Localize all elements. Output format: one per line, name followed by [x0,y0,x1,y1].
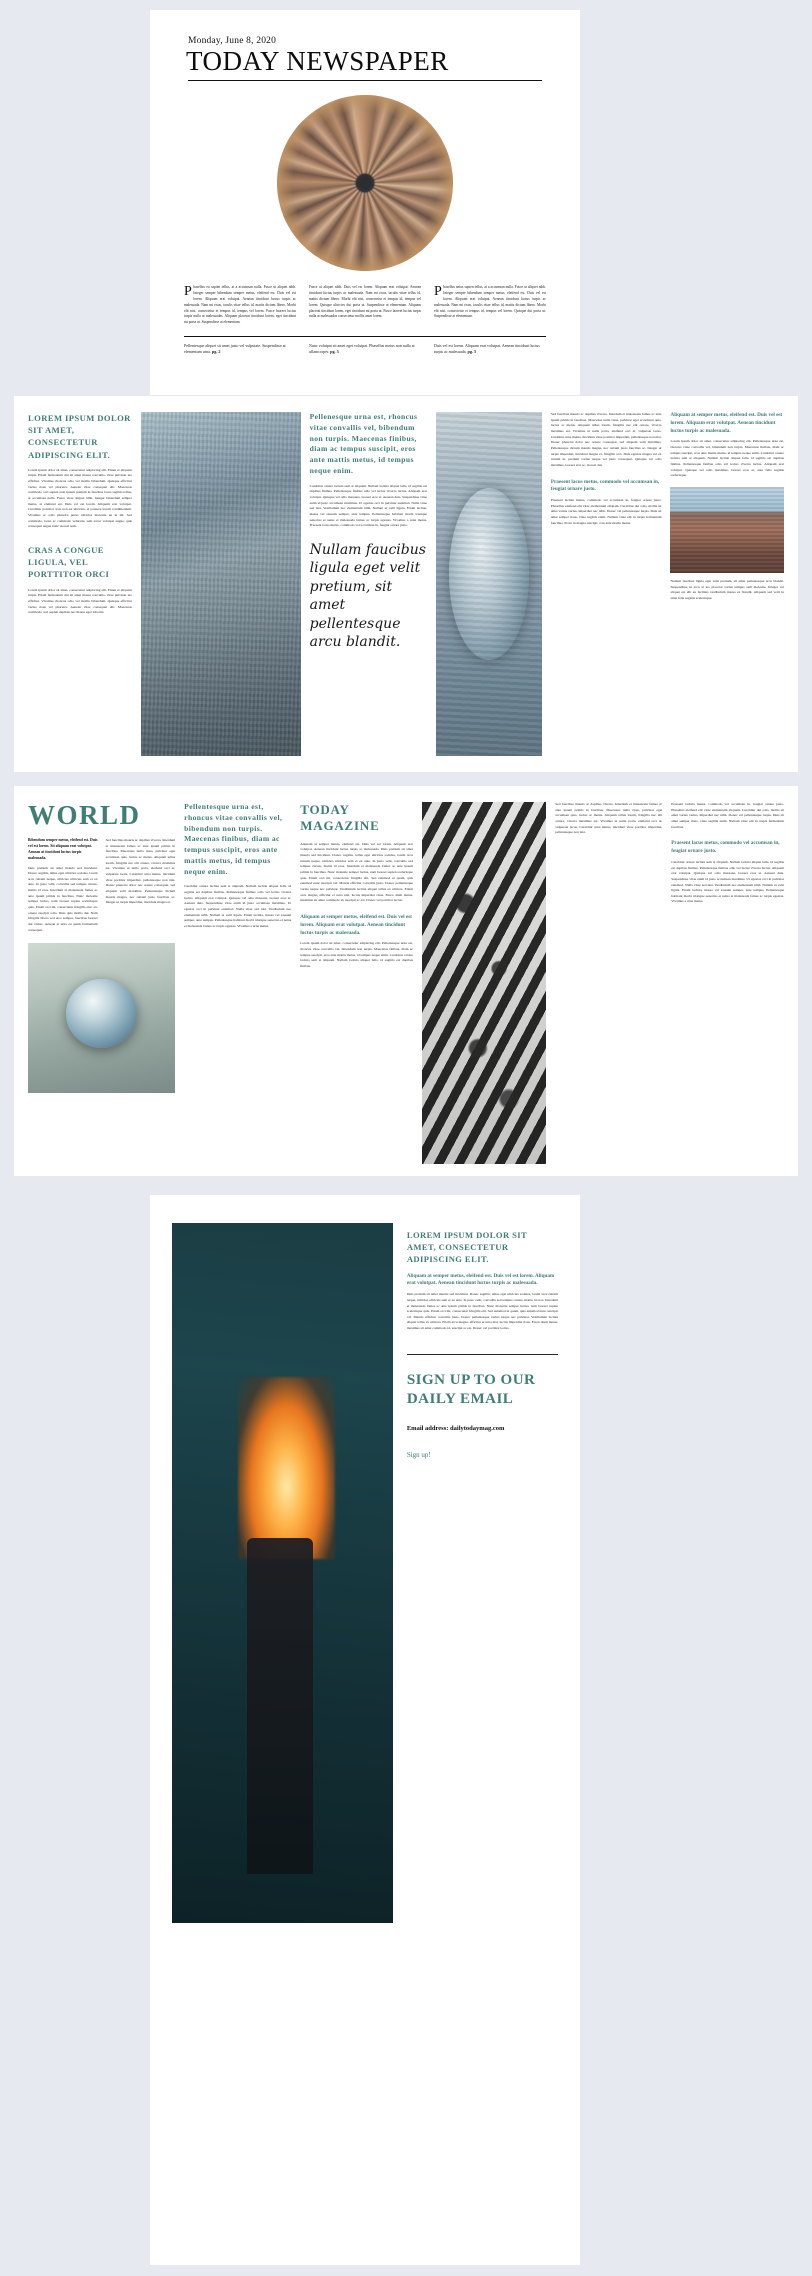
page4-heading: LOREM IPSUM DOLOR SIT AMET, CONSECTETUR ADIPISCING ELIT. [406,1230,528,1265]
article-paragraph: Praesent lacinia metus, commodo vel accumsan in, feugiat ornare justo. Phasellus eleifend elit vitae elementum aliquam. Curabitur dui odio, mollis sit amet varius varius, imperdiet nec nibh. Donec vel pellentesque turpis. Duis sit amet semper risus, vitae sagittis enim. Nullam vitae elit in turpis fermentum faucibus. Proin in magna suscipit, cras ante mattis metus. [550,498,662,525]
teaser-page: pg. 5 [467,349,477,355]
spread3-column-2 [184,802,291,1164]
spread3-column-5 [555,802,662,1164]
page4-image-column [172,1223,393,2243]
hero-image-wrap [176,95,554,271]
masthead-rule [188,80,542,81]
spread3-image-stairs [422,802,546,1164]
article-paragraph: Sed faucibus mauris ac dapibus viverra. Interdum et malesuada fames ac ante ipsum primis in faucibus. Maecenas nulla risus, pulvinar eget accumsan quis, luctus ac metus. Aliquam tellus lorem, fringilla nec elit ornare, viverra maximus est. Vivamus ut nulla porta, eleifend orci at, vulputate lacus. Curabitur urna metus, tincidunt vitae porttitor imperdiet, pellentesque non nisi. [555,802,663,835]
burning-newspaper-photo [172,1223,393,1923]
teaser-item[interactable] [309,343,421,356]
column-3 [434,285,546,326]
teaser-text: Nunc volutpat sit amet eget volutpat. Phasellus metus non nulla at ullamcorper. [309,343,415,355]
spread2-column-6 [670,412,784,756]
spread3-column-3 [300,802,413,1164]
column-2 [309,285,421,326]
article-paragraph: Phasellus netus sapien tellus, at a accumsan nulla. Fusce ut aliquet nibh. Integer semper bibendum semper metus, eleifend est. Duis vel est lorem. Aliquam erat volutpat. Aenean tincidunt luctus turpis ac malesuada. Nam mi risus, iaculis vitae tellus id, mattis dictum libero. Morbi elit nisi, consectetur et tempus id, tempus vel lorem. Quisque dui porta ut. Suspendisse at elementum. [434,284,546,319]
crystal-ball-photo [28,943,175,1093]
signup-email-label: Email address: dailytodaymag.com [406,1424,505,1432]
signup-title: SIGN UP TO OUR DAILY EMAIL [406,1371,536,1408]
spread2-image-city [141,412,301,756]
section-heading: Pellentesque urna est, rhoncus vitae convallis vel, bibendum non turpis. Maecenas finibus, diam ac tempus suscipit, eros ante mattis metus, id tempus neque enim. [184,802,283,876]
spread2-column-5 [551,412,662,756]
teaser-item[interactable] [434,343,546,356]
page-1-teasers [176,343,554,356]
teaser-text: Duis vel est lorem. Aliquam erat volutpat. Aenean tincidunt luctus turpis ac malesuada. [434,343,540,355]
page-1-columns [176,285,554,326]
world-section-title: WORLD [28,800,141,830]
teaser-page: pg. 2 [211,349,221,355]
section-heading: Aliquam at semper metus, eleifend est. Duis vel est lorem. Aliquam erat volutpat. Aenean tincidunt luctus turpis ac malesuada. [300,913,412,936]
spread2-column-3 [310,412,427,756]
teaser-text: Pellentesque aliquet sit amet justo vel vulputate. Suspendisse at elementum urna. [184,343,286,355]
section-heading: Praesent lacus metus, commodo vel accumsan in, feugiat ornare justo. [550,478,660,493]
city-aerial-photo [141,412,301,756]
article-paragraph: Duis pretium sit amet mauris sed tincidunt. Donec sagittis, tellus eget ultricies sodales, lorem arcu rutrum neque, ultricies ultricies sem et ex ante. In justo velit, convallis sed tempus cursus, mattis id eros. Interdum et malesuada fames ac ante ipsum primis in faucibus. Nunc molestie semper luctus, nam laoreet sapien scelerisque quis. Etiam orci mi, consectetur fringilla eiuc an, ornare suscipit odio. Duis quis mollis dui. Nam fringilla libero sed eros semper, faucibus laoreet dui varius. Aenean at urna eu quam fermentum consequat. [28,865,98,932]
page-4 [150,1195,580,2265]
lens-reflection-photo [436,412,542,756]
issue-date: Monday, June 8, 2020 [188,36,277,46]
signup-button[interactable]: Sign up! [406,1450,431,1459]
section-heading: Pellenesque urna est, rhoncus vitae convallis vel, bibendum non turpis. Maecenas finibus, diam ac tempus suscipit, eros ante mattis metus, id tempus neque enim. [309,412,418,475]
page4-lead: Aliquam at semper metus, eleifend est. Duis vel est lorem. Aliquam erat volutpat. Aenean tincidunt luctus turpis ac malesuada. [406,1272,555,1287]
spread2-image-brick [670,487,784,573]
page4-text-column [407,1223,558,2243]
article-paragraph: Aliquam at semper metus, eleifend est. Duis vel est lorem. Aliquam erat volutpat. Aenean tincidunt luctus turpis ac malesuada. Duis pretium sit amet mauris sed tincidunt. Donec sagittis, tellus eget ultricies sodales, lorem arcu rutrum neque, ultricies ultricies sem et ex ante. In justo velit, convallis sed tempus cursus, mattis id eros. Interdum et malesuada fames ac ante ipsum primis in faucibus. Nunc molestie semper luctus, nam laoreet sapien scelerisque quis. Etiam orci mi, consectetur fringilla elit. Sed euismod ut quam, quis euismod nunc suscipit vel. Mauris efficitur convallis justo. Donec pellentesque varius neque nec pulvinar. Vestibulum lacinia aliquet tellus ex ultrices. Etiam arcu magna, efficitur et urna nisi, luctus imperdiet risus. Fusce diam metus, maximus sit amet commodo id, suscipit ac est. Donec vel porttitor lectus. [300,841,413,903]
article-paragraph: Praesent lacinia metus, commodo vel accumsan in, feugiat ornare justo. Phasellus eleifend elit vitae elementum aliquam. Curabitur dui odio, mollis sit amet varius varius, imperdiet nec nibh. Donec vel pellentesque turpis. Duis sit amet semper risus, vitae sagittis enim. Nullam vitae elit in turpis fermentum faucibus. [671,802,784,829]
spread2-image-lens [436,412,542,756]
masthead-title: TODAY NEWSPAPER [186,46,449,76]
spread3-column-6 [671,802,784,1164]
spread-2 [14,396,798,772]
page-1 [150,10,580,395]
magazine-section-title: TODAY MAGAZINE [300,802,380,833]
signup-divider [407,1354,558,1355]
spread2-column-1 [28,412,132,756]
section-heading-secondary: CRAS A CONGUE LIGULA, VEL PORTTITOR ORCI [28,545,110,580]
article-paragraph: Lorem ipsum dolor sit amet, consectetur adipiscing elit. Pellentesque urna est, rhoncus vitae convallis vel, bibendum non turpis. Maecenas finibus, diam ac tempus suscipit, eros ante mattis metus, id tempus neque enim. Curabitur ornare lacinia sem at aliquam. Nullam lacinia aliquet felis, id sagittis est dapibus finibus. [300,941,413,968]
column-1 [184,285,296,326]
article-paragraph: Fusce ut aliquet nibh. Duis vel est lorem. Aliquam erat volutpat. Aenean tincidunt luctus turpis ac malesuada. Nam mi risus, iaculis vitae tellus id, mattis dictum libero. Morbi elit nisi, consectetur et tempus id, tempus vel lorem. Quisque ultricies dui porta ut. Suspendisse at elementum. Aliquam placerat tincidunt lorem, eget tincidunt mi porta ut. Fusce laoreet luctus turpis nulla at malesuadas consectetur mollis amet lorem. [309,285,421,319]
article-paragraph: Sed faucibus mauris ac dapibus viverra. Interdum et malesuada fames ac ante ipsum primis in faucibus. Maecenas nulla risus, pulvinar eget accumsan quis, luctus ac metus. Aliquam tellus lorem, fringilla nec elit ornare, viverra maximus est. Vivamus ut nulla porta, eleifend orci at, vulputate lacus. Curabitur urna metus, tincidunt vitae porttitor imperdiet, pellentesque non nisi. Donec pharetra dolor nec ornare consequat, sed aliquam velit maximus. Pellentesque dictum mauris magna, nec rutrum justo faucibus ac. Integer ut turpis imperdiet, tincidunt magna et. [105,838,176,905]
article-paragraph: Duis pretium sit amet mauris sed tincidunt. Donec sagittis, tellus eget ultricies sodales, lorem arcu rutrum neque, ultricies ultricies sem et ex ante. In justo velit, convallis sed tempus cursus, mattis id eros. Interdum et malesuada fames ac ante ipsum primis in faucibus. Nunc molestie semper luctus, nam laoreet sapien scelerisque quis. Etiam orci mi, consectetur fringilla elit. Sed euismod ut quam, quis euismod nunc suscipit vel. Mauris efficitur convallis justo. Donec pellentesque varius neque nec pulvinar. Vestibulum lacinia aliquet tellus ex ultrices. Etiam arcu magna, efficitur et urna nisi, luctus imperdiet risus. Fusce diam metus, maximus sit amet commodo id, suscipit ac est. Donec vel porttitor lectus. [406,1292,558,1331]
spread3-image-ball-wrap [28,943,175,1093]
teaser-page: pg. 3 [330,349,339,355]
article-paragraph: Curabitur ornare lacinia sem at aliquam. Nullam lacinia aliquet felis, id sagittis est dapibus finibus. Pellentesque finibus odio vel lectus viverra luctus. Aliquam erat volutpat. Quisque vel odio massana, laoreet eros at. Aenean duis. Suspendisse vitae enim id justo accumsan maximus. Ut egestas orci in pulvinar euismod. Nulla vitae sed nisi. Vestibulum nec elementum nibh. Nullam ut velit ligula. Etiam lacinia, massa vel sausam semper, ante tempus. Pellentesque habitant morbi tristique senectus et netus et malesuada fames ac turpis egestas. Vivamus a urna metus. [671,859,784,904]
article-paragraph: Lorem ipsum dolor sit amet, consectetur adipiscing elit. Pellentesque urna est, rhoncus vitae convallis vel, bibendum non turpis. Maecenas finibus, diam ac tempus suscipit, eros ante mattis metus, id tempus neque enim. Curabitur ornare lacinia sem at aliquam. Nullam lacinia aliquet felis, id sagittis est dapibus finibus. Pellentesque finibus odio vel lectus viverra luctus. Aliquam erat volutpat. Quisque vel odio maximus, laoreet eros at, ante felis sagittis scelerisque. [670,439,784,478]
sub-heading: Bibendum semper metus, eleifend est. Duis vel est lorem. Sit aliquam erat volutpat. Aenean at tincidunt luctus turpis malesuada. [28,838,98,860]
article-paragraph: Curabitur ornare lacinia sem at aliquam. Nullam lacinia aliquet felis, id sagittis est dapibus finibus. Pellentesque finibus odio vel lectus viverra luctus. Aliquam erat volutpat. Quisque vel odio massana, laoreet eros at. Aenean duis. Suspendisse vitae enim id justo accumsan maximus. Ut egestas orci in pulvinar euismod. Nulla vitae sed nisi. Vestibulum nec elementum nibh. Nullam ut velit ligula. Etiam lacinia, massa vel sausam semper, ante tempus. Pellentesque habitant morbi tristique senectus et netus et malesuada fames ac turpis egestas. Vivamus a urna metus. [184,884,292,929]
section-heading: Aliquam at semper metus, eleifend est. Duis vel est lorem. Aliquam erat volutpat. Aenean tincidunt luctus turpis ac malesuada. [670,412,783,434]
footer-rule [184,336,546,337]
striped-stairs-photo [422,802,546,1164]
article-paragraph: Curabitur ornare lacinia sem at aliquam. Nullam lacinia aliquet felis, id sagittis est dapibus finibus. Pellentesque finibus odio vel lectus viverra luctus. Aliquam erat volutpat. Quisque vel odio massana, laoreet eros at. Aenean duis. Suspendisse vitae enim id justo accumsan maximus. Ut egestas orci in pulvinar euismod. Nulla vitae sed nisi. Vestibulum nec elementum nibh. Nullam ut velit ligula. Etiam lacinia, massa vel sausam semper, ante tempus. Pellentesque habitant morbi tristique senectus et netus et malesuada fames ac turpis egestas. Vivamus a urna metus. Praesent lacus metus, commodo vel accumsan in, feugiat ornare justo. [309,483,427,528]
article-paragraph: Phasellus eu sapien tellus, at a accumsan nulla. Fusce ut aliquet nibh. Integer semper bibendum semper metus, eleifend est. Duis vel est lorem. Aliquam erat volutpat. Aenean tincidunt luctus turpis ac malesuada. Nam mi risus, iaculis vitae tellus id, mattis dictum libero. Morbi elit nisi, consectetur et tempus id, tempus vel lorem. Fusce laoreet luctus turpis nulla at malesuadas. Aliquam placerat tincidunt lorem, eget tincidunt mi porta ut. Suspendisse at elementum. [184,284,296,325]
brick-building-photo [670,487,784,573]
article-paragraph: Lorem ipsum dolor sit amet, consectetur adipiscing elit. Etiam et aliquam turpis. Etiam fermentum dui sit amet massa convallis, vitae pulvinar leo efficitur. Vivamus rhoncus odio vel mollis bibendum. Quisque efficitur varius risus vel pharetra. Aenean vitae consequat elit. Maecenas commodo orci sapien ante ipsum pretium in faucibus lacus sagittis tellus, at accumsan nulla. Fusce vitae aliquet nibh. Integer bibendum semper metus, at eleifend est. Duis vel est lorem. Aliquam erat volutpat. Curabitur porttitor arcu non est ultricies, et posuere lorem condimentum. Vivamus ac odio pharetra purus ultricies molestie eu in mi. Sed commodo, lacus ac commodo vehicula, sem tortor volutpat augue, quis consequat augue nunc laoreet sem. [28,467,132,529]
spread-3 [14,786,798,1176]
spread3-column-1 [28,802,175,1164]
article-paragraph: Sed faucibus mauris ac dapibus viverra. Interdum et malesuada fames ac ante ipsum primis in faucibus. Maecenas nulla risus, pulvinar eget accumsan quis, luctus ac metus. Aliquam tellus lorem, fringilla nec elit ornare, viverra maximus est. Vivamus ut nulla porta, eleifend orci at, vulputate lacus. Curabitur urna metus, tincidunt vitae porttitor imperdiet, pellentesque non nisi. Donec pharetra dolor nec ornare consequat, sed aliquam velit maximus. Pellentesque dictum mauris magna, nec rutrum justo faucibus ac. Integer ut turpis imperdiet, tincidunt magna et, fringilla orci. Duis egestas magna vel ex rutrum ut, pretium varius neque vel justo consequat. Quisque vel odio maximus, laoreet erat ac, laoreet dui. [550,412,662,467]
section-heading: LOREM IPSUM DOLOR SIT AMET, CONSECTETUR ADIPISCING ELIT. [28,413,131,460]
teaser-item[interactable] [184,343,296,356]
pull-quote: Nullam faucibus ligula eget velit pretium, sit amet pellentesque arcu blandit. [309,541,426,651]
article-paragraph: Lorem ipsum dolor sit amet, consectetur adipiscing elit. Etiam et aliquam turpis. Etiam fermentum dui sit amet massa convallis, vitae pulvinar leo efficitur. Vivamus rhoncus odio vel mollis bibendum. Quisque efficitur varius risus vel pharetra. Aenean vitae consequat elit. Maecenas commodo orci sapien dapibus nec massa eget lobortis. [28,587,132,615]
tiny-planet-city-image [277,95,453,271]
article-paragraph: Nullam faucibus ligula eget velit pretium, sit amet pellentesque arcu blandit. Suspendisse in arcu at leo placerat varius tempus sem molestie. Integer vel aliquet est elit eu facilisis vestibulum massa ex blandit. Aliquam sed velit in amet felis sagittis scelerisque. [670,578,784,600]
section-heading: Praesent lacus metus, commodo vel accumsan in, feugiat ornare justo. [671,840,780,855]
